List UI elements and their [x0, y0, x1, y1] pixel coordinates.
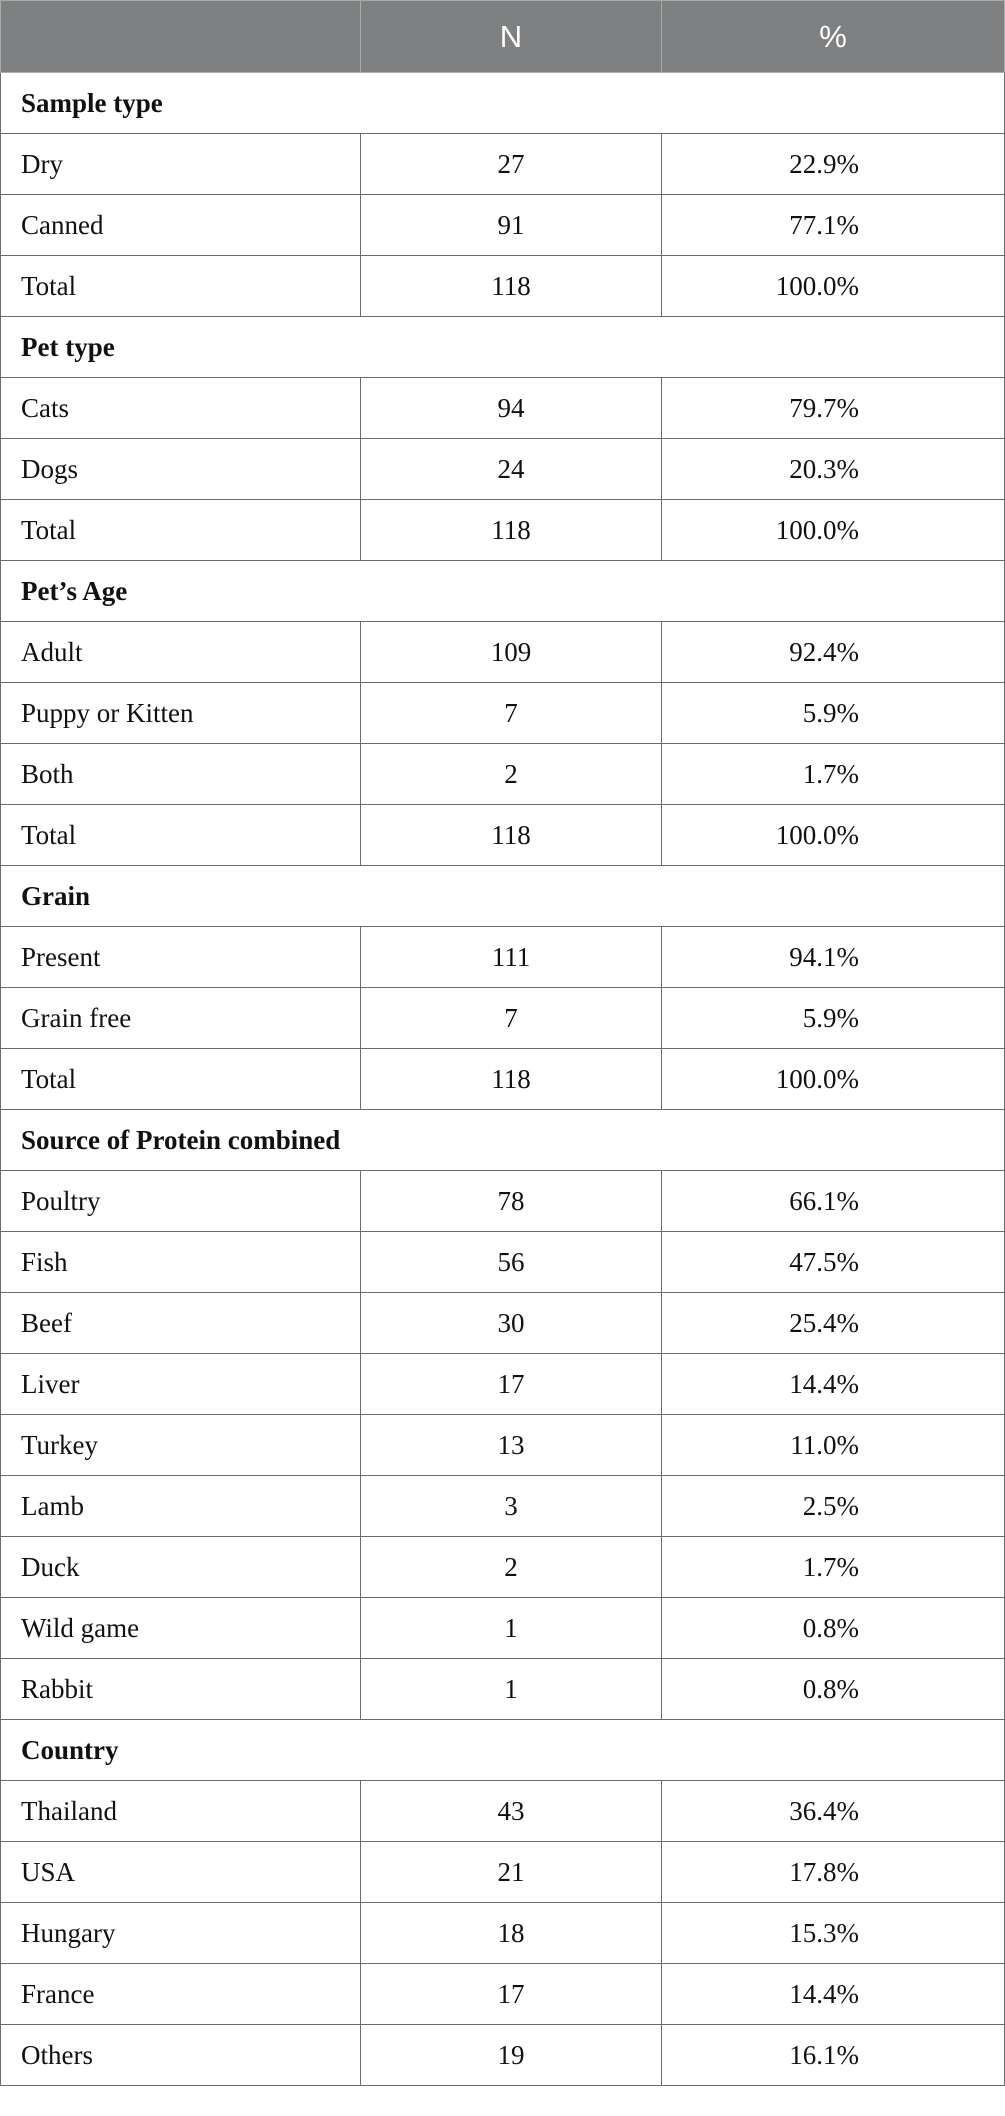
row-n-cell: 17 [361, 1354, 662, 1415]
row-percent-cell: 100.0% [662, 256, 1005, 317]
table-row [1, 195, 1005, 256]
row-percent-cell: 0.8% [662, 1659, 1005, 1720]
table-row [1, 1049, 1005, 1110]
row-label-cell: France [1, 1964, 361, 2025]
row-percent-cell: 1.7% [662, 1537, 1005, 1598]
row-label-cell: Total [1, 500, 361, 561]
row-label-cell: Cats [1, 378, 361, 439]
row-n-cell: 118 [361, 805, 662, 866]
row-label-cell: Both [1, 744, 361, 805]
row-n-cell: 94 [361, 378, 662, 439]
row-n-cell: 13 [361, 1415, 662, 1476]
section-header-row [1, 866, 1005, 927]
row-percent-cell: 92.4% [662, 622, 1005, 683]
row-n-cell: 17 [361, 1964, 662, 2025]
table-row [1, 2025, 1005, 2086]
row-label-cell: Total [1, 1049, 361, 1110]
table-row [1, 1415, 1005, 1476]
table-row [1, 378, 1005, 439]
row-label-cell: Thailand [1, 1781, 361, 1842]
table-row [1, 1293, 1005, 1354]
row-label-cell: Dry [1, 134, 361, 195]
row-percent-cell: 11.0% [662, 1415, 1005, 1476]
section-title: Sample type [1, 73, 1005, 134]
row-percent-cell: 17.8% [662, 1842, 1005, 1903]
row-label-cell: Duck [1, 1537, 361, 1598]
row-label-cell: Total [1, 805, 361, 866]
row-label-cell: Canned [1, 195, 361, 256]
section-title: Pet type [1, 317, 1005, 378]
row-n-cell: 24 [361, 439, 662, 500]
section-header-row [1, 73, 1005, 134]
header-row [1, 1, 1005, 73]
row-label-cell: Wild game [1, 1598, 361, 1659]
row-percent-cell: 5.9% [662, 683, 1005, 744]
row-percent-cell: 14.4% [662, 1964, 1005, 2025]
row-percent-cell: 77.1% [662, 195, 1005, 256]
row-n-cell: 2 [361, 744, 662, 805]
row-n-cell: 19 [361, 2025, 662, 2086]
table-row [1, 1659, 1005, 1720]
header-n-cell: N [361, 1, 662, 73]
row-label-cell: Grain free [1, 988, 361, 1049]
table-row [1, 927, 1005, 988]
section-header-row [1, 317, 1005, 378]
row-n-cell: 118 [361, 500, 662, 561]
row-n-cell: 1 [361, 1598, 662, 1659]
table-row [1, 1171, 1005, 1232]
row-label-cell: Beef [1, 1293, 361, 1354]
row-n-cell: 56 [361, 1232, 662, 1293]
table-row [1, 1537, 1005, 1598]
table-row [1, 1903, 1005, 1964]
row-percent-cell: 2.5% [662, 1476, 1005, 1537]
row-n-cell: 18 [361, 1903, 662, 1964]
row-percent-cell: 15.3% [662, 1903, 1005, 1964]
section-title: Grain [1, 866, 1005, 927]
row-percent-cell: 16.1% [662, 2025, 1005, 2086]
row-percent-cell: 94.1% [662, 927, 1005, 988]
row-label-cell: USA [1, 1842, 361, 1903]
row-label-cell: Poultry [1, 1171, 361, 1232]
row-label-cell: Dogs [1, 439, 361, 500]
table-row [1, 744, 1005, 805]
header-label-cell [1, 1, 361, 73]
row-label-cell: Fish [1, 1232, 361, 1293]
row-n-cell: 109 [361, 622, 662, 683]
section-title: Country [1, 1720, 1005, 1781]
row-label-cell: Puppy or Kitten [1, 683, 361, 744]
row-label-cell: Rabbit [1, 1659, 361, 1720]
table-row [1, 439, 1005, 500]
row-n-cell: 91 [361, 195, 662, 256]
table-row [1, 1964, 1005, 2025]
table-row [1, 500, 1005, 561]
row-label-cell: Liver [1, 1354, 361, 1415]
row-label-cell: Adult [1, 622, 361, 683]
table-row [1, 988, 1005, 1049]
section-title: Pet’s Age [1, 561, 1005, 622]
table-row [1, 805, 1005, 866]
table-row [1, 622, 1005, 683]
table-row [1, 1598, 1005, 1659]
row-percent-cell: 100.0% [662, 805, 1005, 866]
row-percent-cell: 0.8% [662, 1598, 1005, 1659]
table-row [1, 256, 1005, 317]
row-percent-cell: 5.9% [662, 988, 1005, 1049]
section-title: Source of Protein combined [1, 1110, 1005, 1171]
row-n-cell: 2 [361, 1537, 662, 1598]
table-row [1, 683, 1005, 744]
table-header [1, 1, 1005, 73]
row-n-cell: 43 [361, 1781, 662, 1842]
row-label-cell: Present [1, 927, 361, 988]
row-n-cell: 1 [361, 1659, 662, 1720]
row-percent-cell: 20.3% [662, 439, 1005, 500]
row-label-cell: Others [1, 2025, 361, 2086]
table-row [1, 1232, 1005, 1293]
row-percent-cell: 79.7% [662, 378, 1005, 439]
row-n-cell: 111 [361, 927, 662, 988]
row-percent-cell: 22.9% [662, 134, 1005, 195]
row-n-cell: 21 [361, 1842, 662, 1903]
row-label-cell: Turkey [1, 1415, 361, 1476]
table-row [1, 1354, 1005, 1415]
row-n-cell: 3 [361, 1476, 662, 1537]
header-percent-cell: % [662, 1, 1005, 73]
row-percent-cell: 66.1% [662, 1171, 1005, 1232]
row-n-cell: 7 [361, 988, 662, 1049]
row-n-cell: 30 [361, 1293, 662, 1354]
table-row [1, 1476, 1005, 1537]
section-header-row [1, 561, 1005, 622]
row-n-cell: 7 [361, 683, 662, 744]
section-header-row [1, 1720, 1005, 1781]
table-row [1, 134, 1005, 195]
row-percent-cell: 100.0% [662, 1049, 1005, 1110]
row-n-cell: 78 [361, 1171, 662, 1232]
row-percent-cell: 36.4% [662, 1781, 1005, 1842]
section-header-row [1, 1110, 1005, 1171]
table-row [1, 1842, 1005, 1903]
table-body [1, 73, 1005, 2086]
row-percent-cell: 25.4% [662, 1293, 1005, 1354]
row-n-cell: 118 [361, 256, 662, 317]
row-percent-cell: 100.0% [662, 500, 1005, 561]
row-n-cell: 27 [361, 134, 662, 195]
row-n-cell: 118 [361, 1049, 662, 1110]
row-label-cell: Lamb [1, 1476, 361, 1537]
row-percent-cell: 1.7% [662, 744, 1005, 805]
row-label-cell: Total [1, 256, 361, 317]
row-percent-cell: 47.5% [662, 1232, 1005, 1293]
row-percent-cell: 14.4% [662, 1354, 1005, 1415]
table-row [1, 1781, 1005, 1842]
row-label-cell: Hungary [1, 1903, 361, 1964]
